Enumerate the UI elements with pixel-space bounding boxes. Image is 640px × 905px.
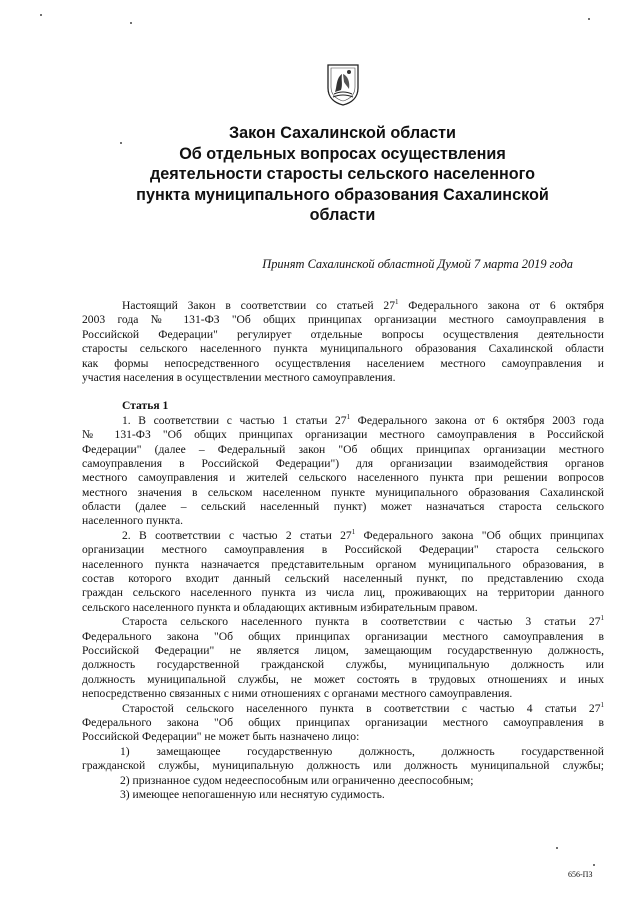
text-line: Федерального закона от 6 октября	[398, 299, 605, 312]
scan-speck	[40, 14, 42, 16]
text-line: старосты сельского населенного пункта муниципального образования Сахалинской области	[82, 342, 604, 356]
text-line: Федерального закона "Об общих принципах организации местного самоуправления в	[82, 629, 604, 643]
text-line: Российской Федерации" регулирует отдельные вопросы осуществления деятельности	[82, 327, 604, 341]
text-line: как формы непосредственного осуществления населением местного самоуправления и	[82, 356, 604, 370]
superscript: 1	[600, 700, 604, 709]
text-line: местного значения в сельском населенном пункте муниципального образования Сахалинской	[82, 485, 604, 499]
article-paragraph	[82, 529, 604, 615]
article-paragraph	[82, 414, 604, 529]
article-paragraph	[82, 702, 604, 745]
text-line: Федерального закона "Об общих принципах	[355, 528, 604, 542]
disqualification-list	[82, 745, 604, 803]
list-item: 1) замещающее государственную должность, должность государственной	[120, 744, 604, 758]
title-line: Закон Сахалинской области	[229, 124, 456, 142]
text-line: населенного пункта.	[82, 514, 184, 528]
scan-speck	[588, 18, 590, 20]
list-item-continuation: гражданской службы, муниципальную должность или должность муниципальной службы;	[82, 759, 604, 773]
superscript: 1	[346, 412, 351, 421]
text-line: Настоящий Закон в соответствии со статьей 27	[122, 299, 395, 312]
law-title	[90, 123, 595, 226]
superscript: 1	[351, 527, 356, 536]
text-line: Федерального закона от 6 октября 2003 года	[350, 413, 604, 427]
text-line: должность муниципальной службы, не может состоять в трудовых отношениях и иных	[82, 672, 604, 686]
text-line: организации местного самоуправления в Российской Федерации" староста сельского	[82, 543, 604, 557]
title-line: области	[309, 206, 376, 224]
title-line: Об отдельных вопросах осуществления	[179, 144, 506, 163]
law-body	[82, 299, 604, 802]
text-line: Староста сельского населенного пункта в соответствии с частью 3 статьи 27	[122, 615, 601, 629]
list-item: 3) имеющее непогашенную или неснятую судимость.	[120, 787, 385, 801]
text-line: должность государственной гражданской службы, муниципальную должность или	[82, 658, 604, 672]
text-line: Старостой сельского населенного пункта в соответствии с частью 4 статьи 27	[122, 701, 601, 715]
text-line: Федерации" (далее – Федеральный закон "Об общих принципах организации местного	[82, 442, 604, 456]
article-paragraph	[82, 615, 604, 701]
scan-speck	[556, 847, 558, 849]
text-line: населенного пункта назначается представительным органом муниципального образования, в	[82, 557, 604, 571]
text-line: области (далее – сельский населенный пункт) может назначаться староста сельского	[82, 500, 604, 514]
sakhalin-coat-of-arms-icon	[325, 62, 361, 106]
scan-speck	[130, 22, 132, 24]
title-line: пункта муниципального образования Сахалинской	[136, 185, 549, 204]
adoption-note: Принят Сахалинской областной Думой 7 марта 2019 года	[262, 257, 573, 271]
title-line: деятельности старосты сельского населенного	[149, 165, 536, 183]
text-line: Российской Федерации" не является лицом, замещающим государственную должность,	[82, 643, 604, 657]
text-line: местного самоуправления и жителей сельского населенного пункта при решении вопросов	[82, 471, 604, 485]
text-line: 2. В соответствии с частью 2 статьи 27	[122, 528, 352, 542]
text-line: непосредственно связанных с ними отношениях с органами местного самоуправления.	[82, 687, 513, 701]
text-line: участия населения в осуществлении местного самоуправления.	[82, 370, 396, 384]
list-item: 2) признанное судом недееспособным или ограниченно дееспособным;	[120, 773, 474, 787]
scan-speck	[593, 864, 595, 866]
text-line: состав которого входит данный сельский населенный пункт, по представлению схода	[82, 572, 604, 586]
text-line: № 131-ФЗ "Об общих принципах организации местного самоуправления в Российской	[82, 428, 604, 442]
article-heading: Статья 1	[122, 399, 169, 413]
text-line: 2003 года № 131-ФЗ "Об общих принципах организации местного самоуправления в	[82, 313, 604, 327]
text-line: Российской Федерации" не может быть назначено лицо:	[82, 730, 360, 744]
text-line: 1. В соответствии с частью 1 статьи 27	[122, 413, 347, 427]
text-line: самоуправления в Российской Федерации") для организации взаимодействия органов	[82, 456, 604, 470]
preamble-paragraph	[82, 299, 604, 385]
document-code: 656-ПЗ	[568, 870, 593, 879]
superscript: 1	[395, 298, 399, 306]
text-line: граждан сельского населенного пункта из числа лиц, проживающих на территории данного	[82, 586, 604, 600]
superscript: 1	[600, 614, 604, 623]
text-line: Федерального закона "Об общих принципах организации местного самоуправления в	[82, 715, 604, 729]
text-line: сельского населенного пункта и обладающих активным избирательным правом.	[82, 600, 478, 614]
